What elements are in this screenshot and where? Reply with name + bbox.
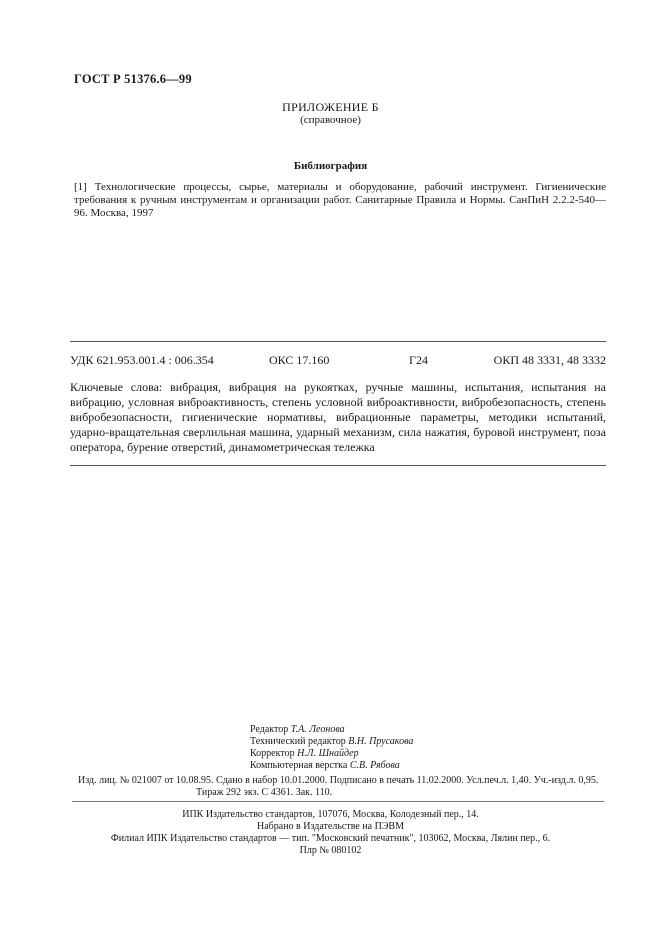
publisher-line2: Набрано в Издательстве на ПЭВМ xyxy=(257,821,404,832)
oks-code: ОКС 17.160 xyxy=(269,353,330,367)
credit-name: Н.Л. Шнайдер xyxy=(297,748,359,759)
publisher-line3: Филиал ИПК Издательство стандартов — тип. "Московский печатник", 103062, Москва, Лялин пер., 6. xyxy=(110,833,551,844)
credit-name: Т.А. Леонова xyxy=(290,724,345,735)
credit-proofreader xyxy=(250,748,413,760)
publication-info-line2: Тираж 292 экз. С 4361. Зак. 110. xyxy=(196,787,333,798)
bibliography-entry-text: Технологические процессы, сырье, материалы и оборудование, рабочий инструмент. Гигиенические требования к ручным инструментам и организации работ. Санитарные Правила и Нормы. СанПиН 2.2.2-540—96. Москва, 1997 xyxy=(74,181,606,219)
publication-info-line1: Изд. лиц. № 021007 от 10.08.95. Сдано в набор 10.01.2000. Подписано в печать 11.02.2000. Усл.печ.л. 1,40. Уч.-изд.л. 0,95. xyxy=(78,775,599,786)
credit-name: С.В. Рябова xyxy=(349,760,400,771)
divider-top xyxy=(70,341,606,342)
group-code: Г24 xyxy=(409,353,428,367)
bibliography-entry xyxy=(74,181,606,220)
bibliography-title: Библиография xyxy=(293,160,368,172)
appendix-title: ПРИЛОЖЕНИЕ Б xyxy=(282,100,379,114)
publisher-block xyxy=(0,809,661,857)
bibliography-entry-number: [1] xyxy=(74,181,87,193)
credit-role: Редактор xyxy=(250,724,289,735)
credit-layout xyxy=(250,760,413,772)
udk-code: УДК 621.953.001.4 : 006.354 xyxy=(70,353,214,367)
keywords: Ключевые слова: вибрация, вибрация на рукоятках, ручные машины, испытания, испытания на вибрацию, условная виброактивность, степень условной виброактивности, вибробезопасность, степень вибробезопасности, гигиенические нормативы, вибрационные параметры, методики испытаний, ударно-вращательная сверлильная машина, ударный механизм, сила нажатия, буровой инструмент, поза оператора, бурение отверстий, динамометрическая тележка xyxy=(70,380,606,454)
divider-keywords xyxy=(70,465,606,466)
publication-info xyxy=(78,775,608,799)
divider-publisher xyxy=(72,801,604,802)
publisher-line1: ИПК Издательство стандартов, 107076, Москва, Колодезный пер., 14. xyxy=(182,809,479,820)
standard-code: ГОСТ Р 51376.6—99 xyxy=(74,72,192,86)
publisher-line4: Плр № 080102 xyxy=(299,845,362,856)
appendix-subtitle: (справочное) xyxy=(300,114,361,126)
credits-block xyxy=(250,724,413,772)
credit-role: Технический редактор xyxy=(250,736,346,747)
credit-role: Компьютерная верстка xyxy=(250,760,348,771)
credit-tech-editor xyxy=(250,736,413,748)
credit-editor xyxy=(250,724,413,736)
credit-role: Корректор xyxy=(250,748,295,759)
credit-name: В.Н. Прусакова xyxy=(348,736,414,747)
okp-code: ОКП 48 3331, 48 3332 xyxy=(493,353,606,367)
